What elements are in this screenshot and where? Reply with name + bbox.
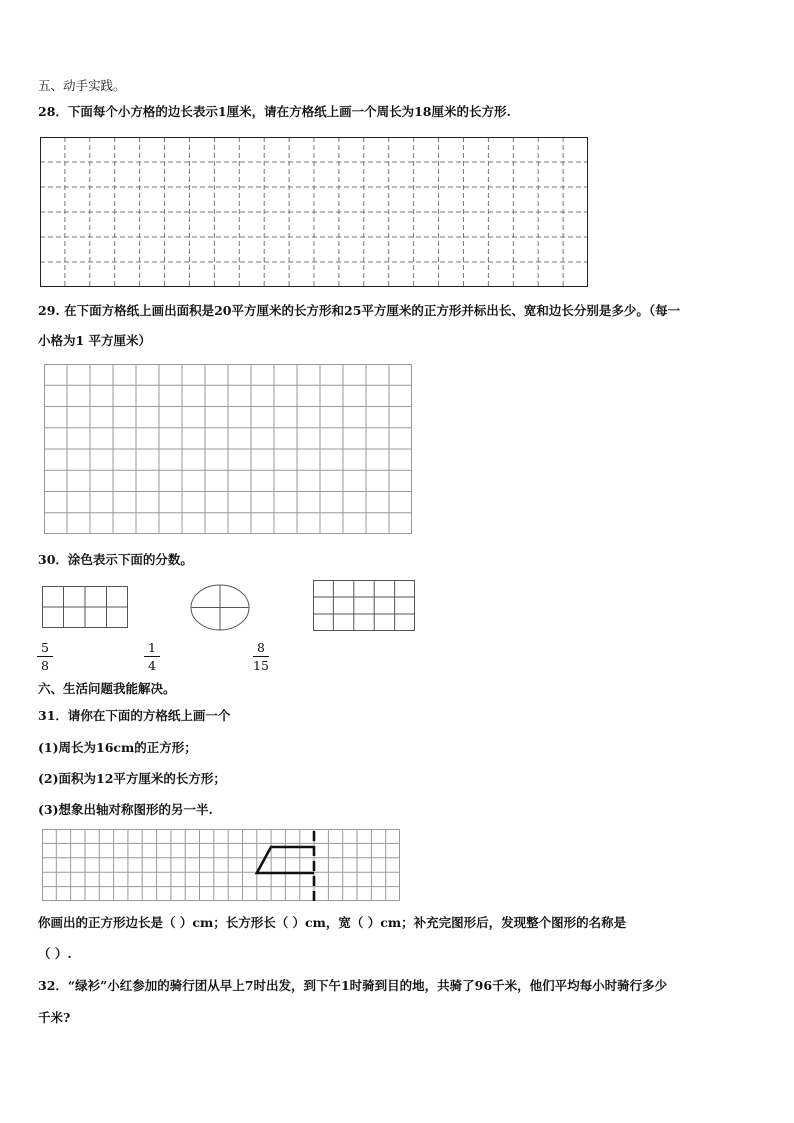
fraction-denominator: 8 — [41, 658, 49, 673]
fraction-bar — [37, 656, 53, 657]
fraction-bar — [144, 656, 160, 657]
question-31-text: 31．请你在下面的方格纸上画一个 — [38, 708, 231, 723]
question-29-line2: 小格为1 平方厘米） — [38, 333, 152, 348]
fraction-bar — [253, 656, 269, 657]
question-32-line1: 32．“绿衫”小红参加的骑行团从早上7时出发，到下午1时骑到目的地，共骑了96千米，他们平均每小时骑行多少 — [38, 978, 668, 993]
question-31-item3: (3)想象出轴对称图形的另一半. — [38, 802, 213, 817]
fraction-5-8 — [35, 640, 55, 673]
fraction-denominator: 4 — [148, 658, 156, 673]
q30-rectangle-fifteenths — [313, 580, 415, 631]
question-31-item2: (2)面积为12平方厘米的长方形； — [38, 771, 226, 786]
fraction-8-15 — [251, 640, 271, 673]
q31-grid-with-half-figure — [42, 829, 400, 901]
fraction-denominator: 15 — [253, 658, 269, 673]
q30-rectangle-eighths — [42, 586, 128, 628]
question-32-line2: 千米? — [38, 1010, 71, 1025]
question-31-item1: (1)周长为16cm的正方形； — [38, 740, 197, 755]
fraction-1-4 — [142, 640, 162, 673]
question-31-answer-line1: 你画出的正方形边长是（ ）cm；长方形长（ ）cm，宽（ ）cm；补充完图形后，发现整个图形的名称是 — [38, 915, 627, 930]
fraction-numerator: 1 — [148, 640, 156, 655]
question-29-line1: 29. 在下面方格纸上画出面积是20平方厘米的长方形和25平方厘米的正方形并标出长、宽和边长分别是多少。（每一 — [38, 303, 681, 318]
question-31-answer-line2: （ ）. — [38, 946, 72, 961]
q30-circle-quarters — [190, 584, 250, 631]
section-6-heading: 六、生活问题我能解决。 — [38, 681, 176, 696]
fraction-numerator: 8 — [257, 640, 265, 655]
fraction-numerator: 5 — [41, 640, 49, 655]
q29-square-grid — [44, 364, 412, 534]
q28-dashed-grid — [40, 137, 588, 287]
question-30-text: 30．涂色表示下面的分数。 — [38, 552, 193, 567]
question-28-text: 28．下面每个小方格的边长表示1厘米，请在方格纸上画一个周长为18厘米的长方形. — [38, 104, 511, 119]
section-5-heading: 五、动手实践。 — [38, 78, 126, 93]
